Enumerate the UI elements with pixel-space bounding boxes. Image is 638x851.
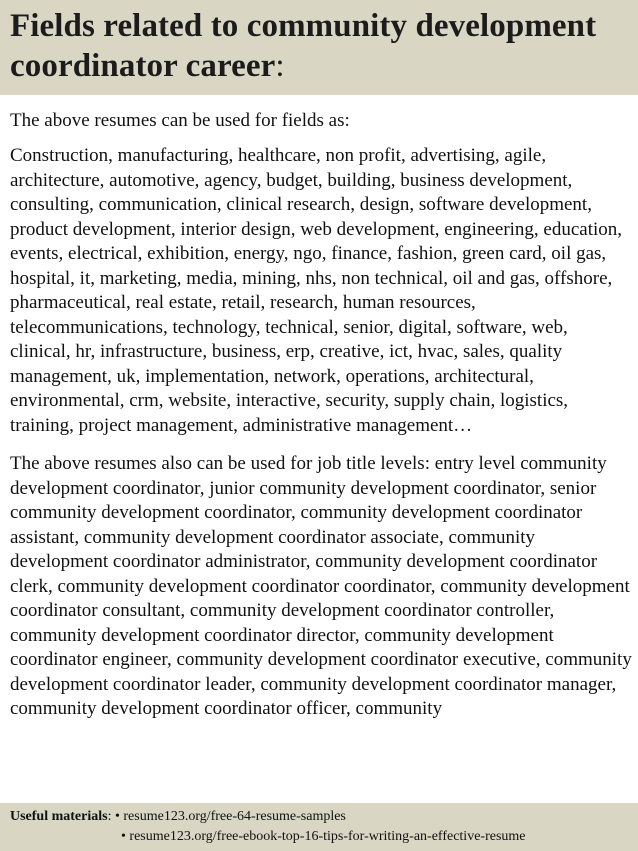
intro-text: The above resumes can be used for fields as: <box>10 110 350 131</box>
title-line-2: coordinator career <box>10 48 276 84</box>
footer-link-samples[interactable]: • resume123.org/free-64-resume-samples <box>114 809 346 824</box>
footer-separator: : <box>107 809 115 824</box>
footer-row-2 <box>10 827 628 847</box>
useful-materials-footer <box>0 803 638 851</box>
title-banner <box>0 0 638 95</box>
footer-label: Useful materials <box>10 809 108 824</box>
footer-row-1 <box>10 807 628 827</box>
fields-paragraph: Construction, manufacturing, healthcare, non profit, advertising, agile, architecture, automotive, agency, budget, building, business development, consulting, communication, clinical research, design, software development, product development, interior design, web development, engineering, education, events, electrical, exhibition, energy, ngo, finance, fashion, green card, oil gas, hospital, it, marketing, media, mining, nhs, non technical, oil and gas, offshore, pharmaceutical, real estate, retail, research, human resources, telecommunications, technology, technical, senior, digital, software, web, clinical, hr, infrastructure, business, erp, creative, ict, hvac, sales, quality management, uk, implementation, network, operations, architectural, environmental, crm, website, interactive, security, supply chain, logistics, training, project management, administrative management… <box>10 145 623 436</box>
page-title <box>10 6 628 86</box>
title-colon: : <box>275 48 285 84</box>
title-line-1: Fields related to community development <box>10 8 597 44</box>
footer-link-ebook[interactable]: • resume123.org/free-ebook-top-16-tips-for-writing-an-effective-resume <box>121 829 526 844</box>
job-levels-paragraph: The above resumes also can be used for job title levels: entry level community development coordinator, junior community development coordinator, senior community development coordinator, community development coordinator assistant, community development coordinator associate, community development coordinator administrator, community development coordinator clerk, community development coordinator coordinator, community development coordinator consultant, community development coordinator controller, community development coordinator director, community development coordinator engineer, community development coordinator executive, community development coordinator leader, community development coordinator manager, community development coordinator officer, community <box>10 453 632 719</box>
body-content <box>10 109 632 799</box>
